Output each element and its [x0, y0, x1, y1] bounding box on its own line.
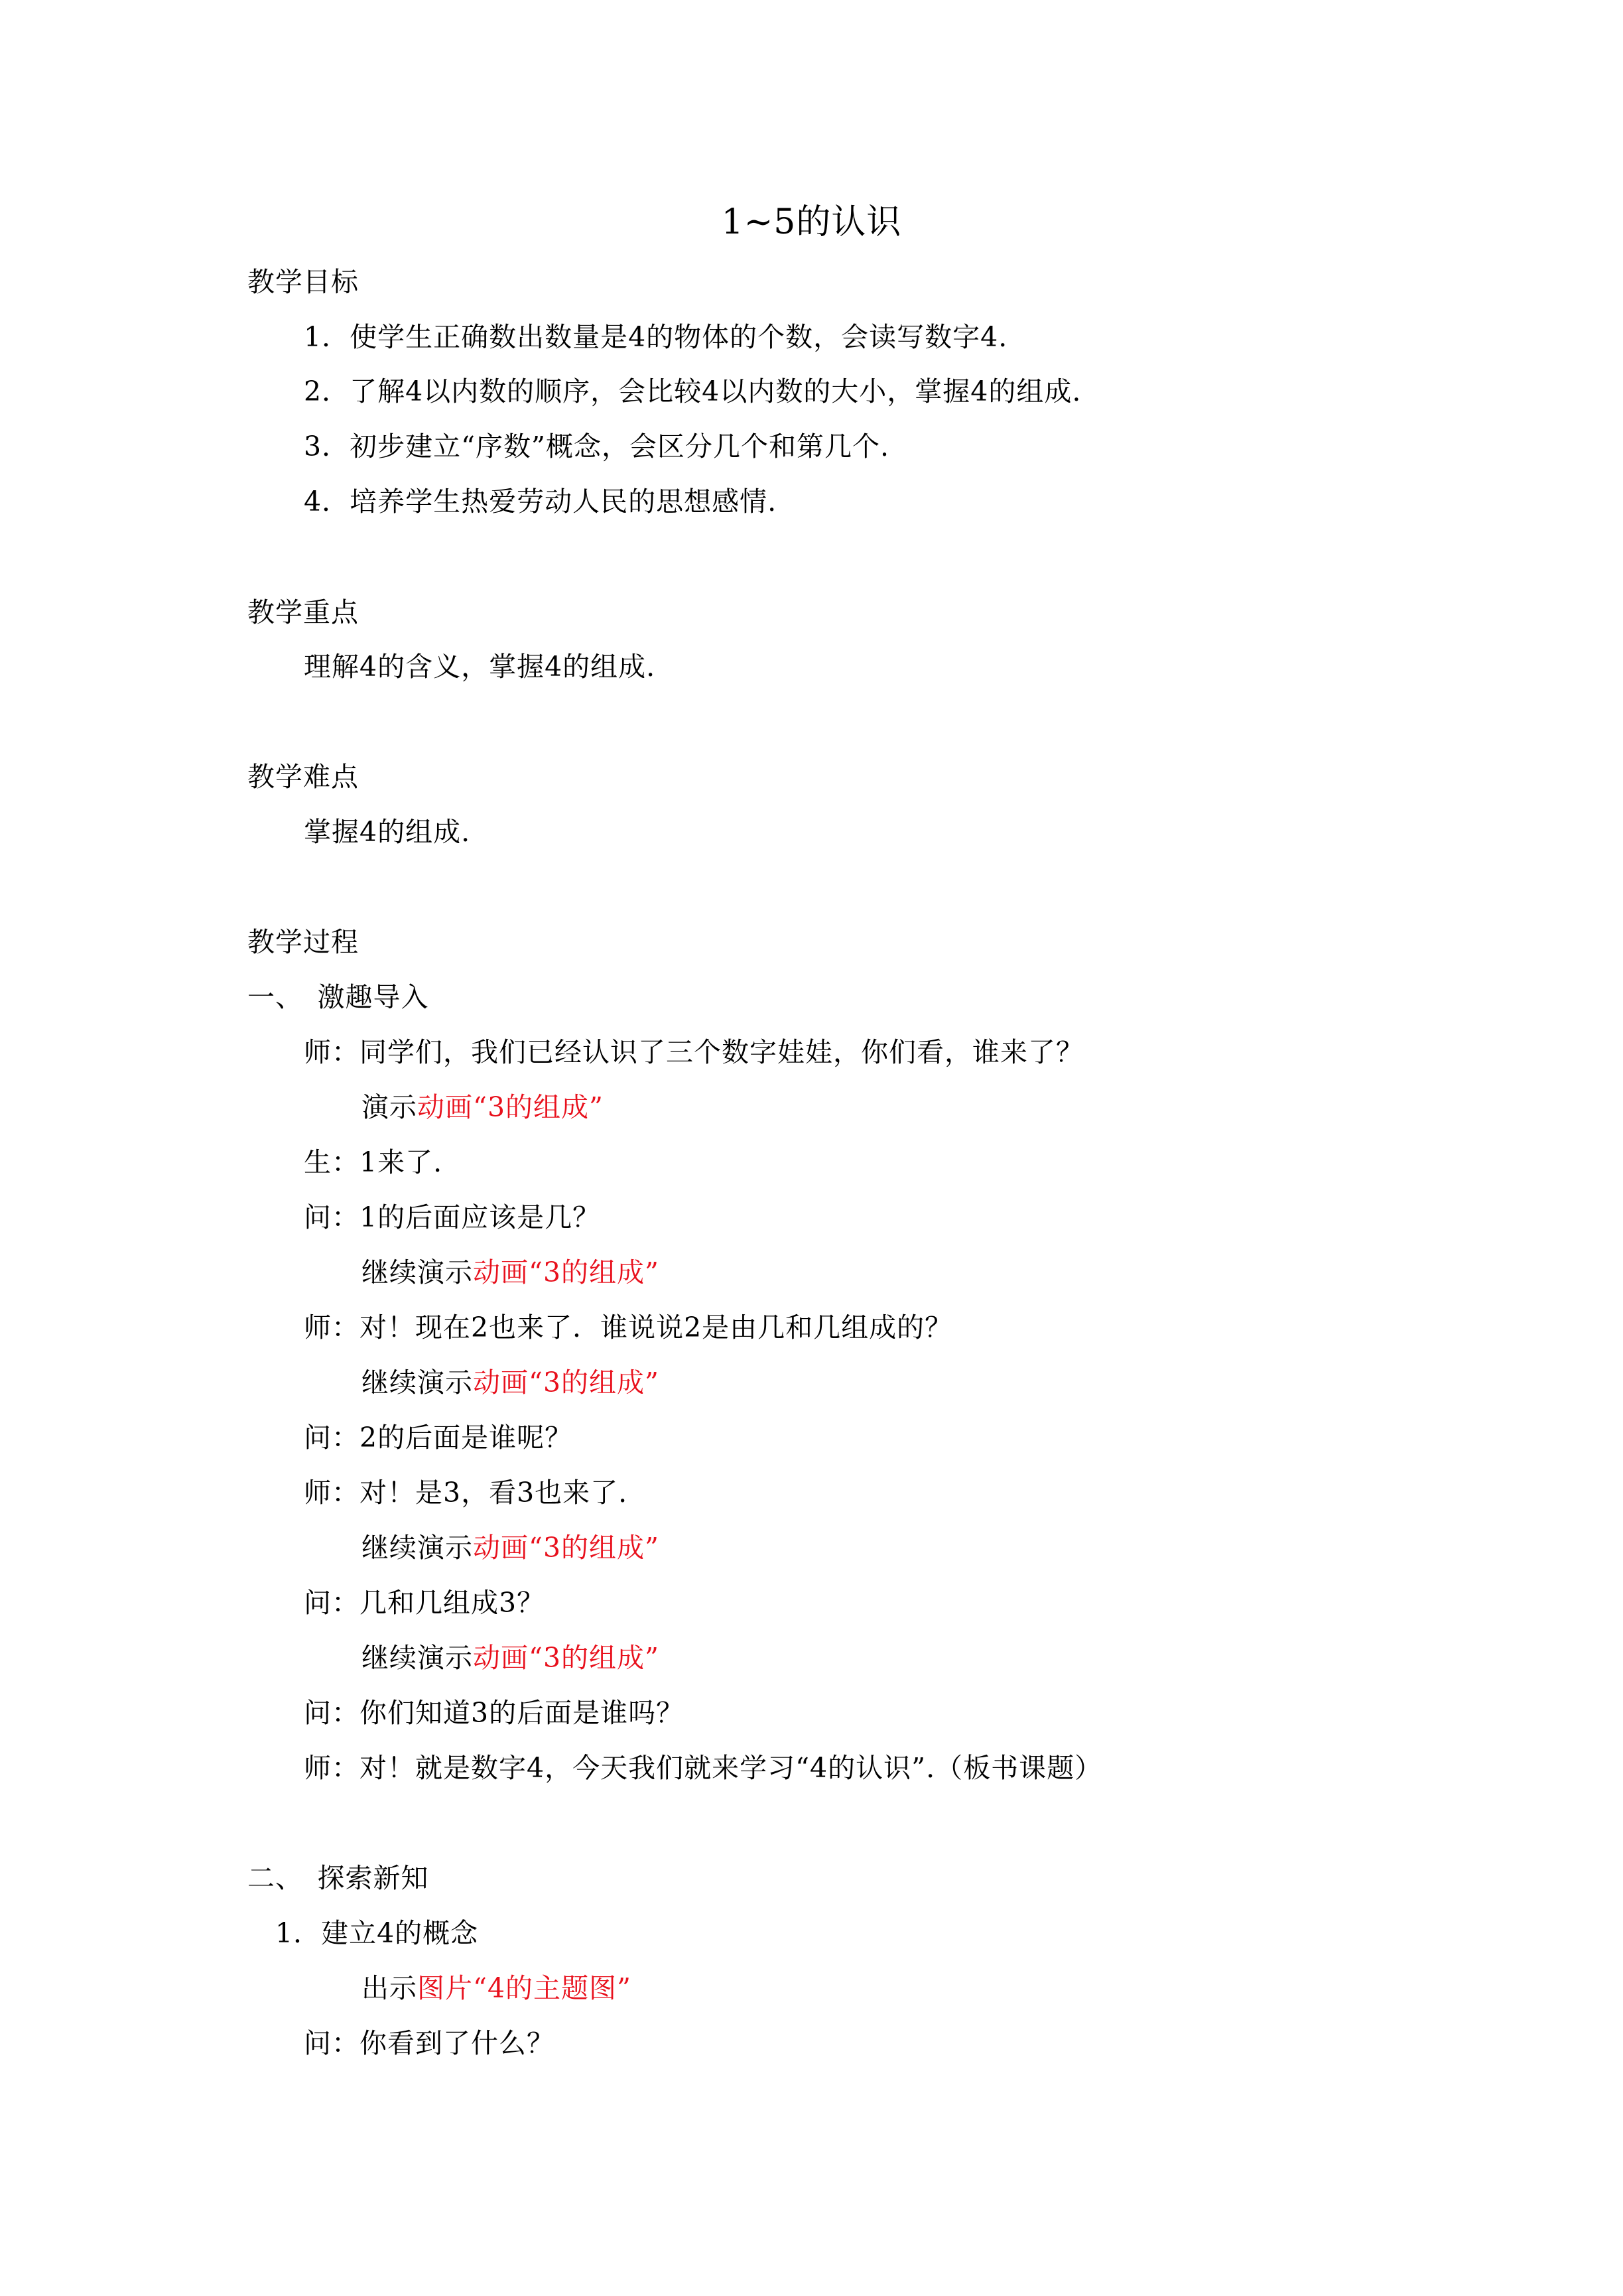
dialogue-line: 问：2的后面是谁呢？ — [304, 1422, 573, 1453]
animation-link[interactable]: 动画“3的组成” — [473, 1532, 660, 1564]
goal-item-1: 1．使学生正确数出数量是4的物体的个数，会读写数字4. — [304, 321, 1008, 353]
difficulty-heading: 教学难点 — [247, 761, 359, 793]
dialogue-line: 问：你看到了什么？ — [304, 2027, 554, 2059]
section2-sub1: 1．建立4的概念 — [275, 1917, 479, 1949]
show-line — [361, 1970, 631, 2007]
difficulty-text: 掌握4的组成. — [304, 816, 471, 848]
animation-link[interactable]: 动画“3的组成” — [473, 1367, 660, 1398]
animation-link[interactable]: 动画“3的组成” — [473, 1256, 660, 1288]
demo-line — [361, 1364, 659, 1401]
dialogue-line: 问：你们知道3的后面是谁吗？ — [304, 1697, 684, 1729]
dialogue-line: 师：对！就是数字4，今天我们就来学习“4的认识”.（板书课题） — [304, 1752, 1103, 1784]
process-heading: 教学过程 — [247, 926, 359, 958]
section2-label: 二、 探索新知 — [247, 1862, 429, 1894]
image-link[interactable]: 图片“4的主题图” — [417, 1972, 632, 2004]
dialogue-line: 问：几和几组成3？ — [304, 1587, 545, 1619]
dialogue-line: 师：对！现在2也来了．谁说说2是由几和几组成的？ — [304, 1312, 953, 1343]
document-title: 1~5的认识 — [721, 202, 902, 242]
goal-item-4: 4．培养学生热爱劳动人民的思想感情. — [304, 486, 777, 517]
demo-line — [361, 1639, 659, 1676]
demo-line — [361, 1089, 604, 1126]
demo-line — [361, 1529, 659, 1566]
demo-line — [361, 1254, 659, 1291]
focus-heading: 教学重点 — [247, 596, 359, 628]
dialogue-line: 问：1的后面应该是几？ — [304, 1201, 601, 1233]
goal-item-2: 2．了解4以内数的顺序，会比较4以内数的大小，掌握4的组成. — [304, 375, 1082, 407]
animation-link[interactable]: 动画“3的组成” — [417, 1091, 604, 1123]
continue-prefix: 继续演示 — [361, 1642, 473, 1674]
continue-prefix: 继续演示 — [361, 1256, 473, 1288]
demo-prefix: 演示 — [361, 1091, 417, 1123]
continue-prefix: 继续演示 — [361, 1367, 473, 1398]
dialogue-line: 生：1来了. — [304, 1146, 443, 1178]
show-prefix: 出示 — [361, 1972, 417, 2004]
focus-text: 理解4的含义，掌握4的组成. — [304, 651, 656, 683]
dialogue-line: 师：对！是3，看3也来了. — [304, 1477, 628, 1509]
section1-label: 一、 激趣导入 — [247, 981, 429, 1013]
dialogue-line: 师：同学们，我们已经认识了三个数字娃娃，你们看，谁来了？ — [304, 1036, 1084, 1068]
goal-item-3: 3．初步建立“序数”概念，会区分几个和第几个. — [304, 431, 890, 462]
animation-link[interactable]: 动画“3的组成” — [473, 1642, 660, 1674]
continue-prefix: 继续演示 — [361, 1532, 473, 1564]
goals-heading: 教学目标 — [247, 266, 359, 298]
